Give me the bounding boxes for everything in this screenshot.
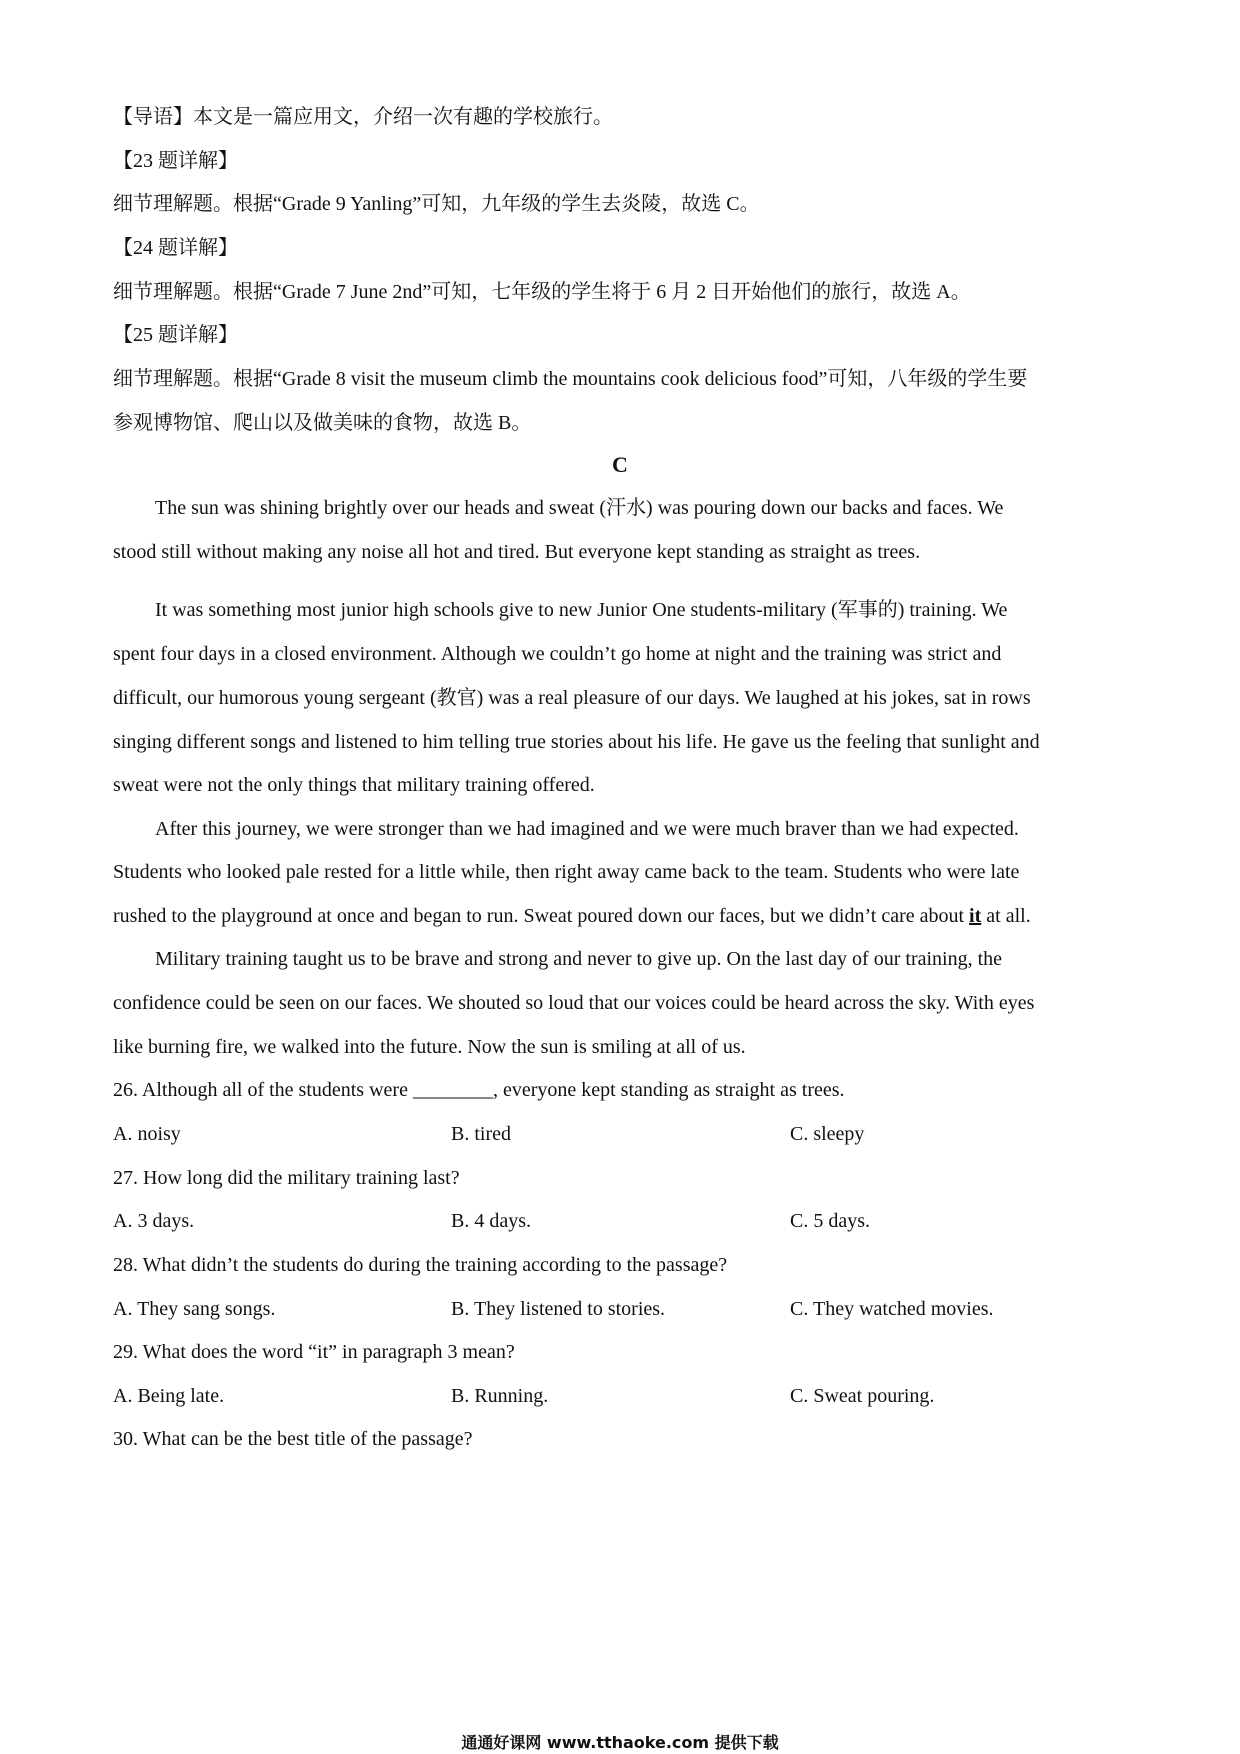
footer-text: 通通好课网 www.tthaoke.com 提供下载 bbox=[461, 1733, 779, 1752]
underlined-word-it: it bbox=[969, 905, 982, 927]
question-28-stem: 28. What didn’t the students do during the training according to the passage? bbox=[113, 1254, 728, 1276]
paragraph-3-line-3-end: at all. bbox=[981, 905, 1031, 927]
paragraph-2-line-3: difficult, our humorous young sergeant (教官) was a real pleasure of our days. We laughed at his jokes, sat in rows bbox=[113, 687, 1031, 709]
paragraph-3-line-3 bbox=[113, 903, 1031, 929]
section-heading: C bbox=[612, 452, 628, 477]
q24-heading: 【24 题详解】 bbox=[113, 237, 238, 259]
q25-explanation-line-2: 参观博物馆、爬山以及做美味的食物，故选 B。 bbox=[113, 412, 532, 434]
intro-text: 【导语】本文是一篇应用文，介绍一次有趣的学校旅行。 bbox=[113, 106, 613, 128]
question-29-option-a: A. Being late. bbox=[113, 1385, 225, 1407]
paragraph-4-line-2: confidence could be seen on our faces. We shouted so loud that our voices could be heard across the sky. With eyes bbox=[113, 992, 1035, 1014]
paragraph-3-line-1: After this journey, we were stronger than we had imagined and we were much braver than we had expected. bbox=[155, 818, 1019, 840]
paragraph-2-line-5: sweat were not the only things that military training offered. bbox=[113, 774, 595, 796]
question-30-stem: 30. What can be the best title of the passage? bbox=[113, 1428, 473, 1450]
paragraph-2-line-1: It was something most junior high schools give to new Junior One students-military (军事的) training. We bbox=[155, 599, 1008, 621]
paragraph-3-line-2: Students who looked pale rested for a little while, then right away came back to the team. Students who were late bbox=[113, 861, 1020, 883]
question-26-stem: 26. Although all of the students were ________, everyone kept standing as straight as trees. bbox=[113, 1079, 845, 1101]
question-29-option-b: B. Running. bbox=[451, 1385, 549, 1407]
question-28-option-c: C. They watched movies. bbox=[790, 1298, 994, 1320]
question-26-option-a: A. noisy bbox=[113, 1123, 181, 1145]
paragraph-4-line-3: like burning fire, we walked into the future. Now the sun is smiling at all of us. bbox=[113, 1036, 746, 1058]
question-27-option-c: C. 5 days. bbox=[790, 1210, 870, 1232]
paragraph-4-line-1: Military training taught us to be brave and strong and never to give up. On the last day of our training, the bbox=[155, 948, 1003, 970]
q23-heading: 【23 题详解】 bbox=[113, 150, 238, 172]
q25-heading: 【25 题详解】 bbox=[113, 324, 238, 346]
question-27-stem: 27. How long did the military training last? bbox=[113, 1167, 460, 1189]
paragraph-3-line-3-start: rushed to the playground at once and began to run. Sweat poured down our faces, but we didn’t care about bbox=[113, 905, 970, 927]
paragraph-1-line-1: The sun was shining brightly over our heads and sweat (汗水) was pouring down our backs and faces. We bbox=[155, 497, 1004, 519]
question-27-option-b: B. 4 days. bbox=[451, 1210, 531, 1232]
question-27-option-a: A. 3 days. bbox=[113, 1210, 195, 1232]
paragraph-2-line-4: singing different songs and listened to him telling true stories about his life. He gave us the feeling that sunlight and bbox=[113, 731, 1040, 753]
q23-explanation: 细节理解题。根据“Grade 9 Yanling”可知，九年级的学生去炎陵，故选 C。 bbox=[113, 193, 760, 215]
q25-explanation-line-1: 细节理解题。根据“Grade 8 visit the museum climb the mountains cook delicious food”可知，八年级的学生要 bbox=[113, 368, 1028, 390]
question-28-option-a: A. They sang songs. bbox=[113, 1298, 276, 1320]
paragraph-1-line-2: stood still without making any noise all hot and tired. But everyone kept standing as straight as trees. bbox=[113, 541, 921, 563]
question-26-option-c: C. sleepy bbox=[790, 1123, 865, 1145]
paragraph-2-line-2: spent four days in a closed environment. Although we couldn’t go home at night and the training was strict and bbox=[113, 643, 1002, 665]
q24-explanation: 细节理解题。根据“Grade 7 June 2nd”可知，七年级的学生将于 6 月 2 日开始他们的旅行，故选 A。 bbox=[113, 281, 971, 303]
question-26-option-b: B. tired bbox=[451, 1123, 511, 1145]
question-28-option-b: B. They listened to stories. bbox=[451, 1298, 666, 1320]
question-29-stem: 29. What does the word “it” in paragraph 3 mean? bbox=[113, 1341, 515, 1363]
question-29-option-c: C. Sweat pouring. bbox=[790, 1385, 935, 1407]
